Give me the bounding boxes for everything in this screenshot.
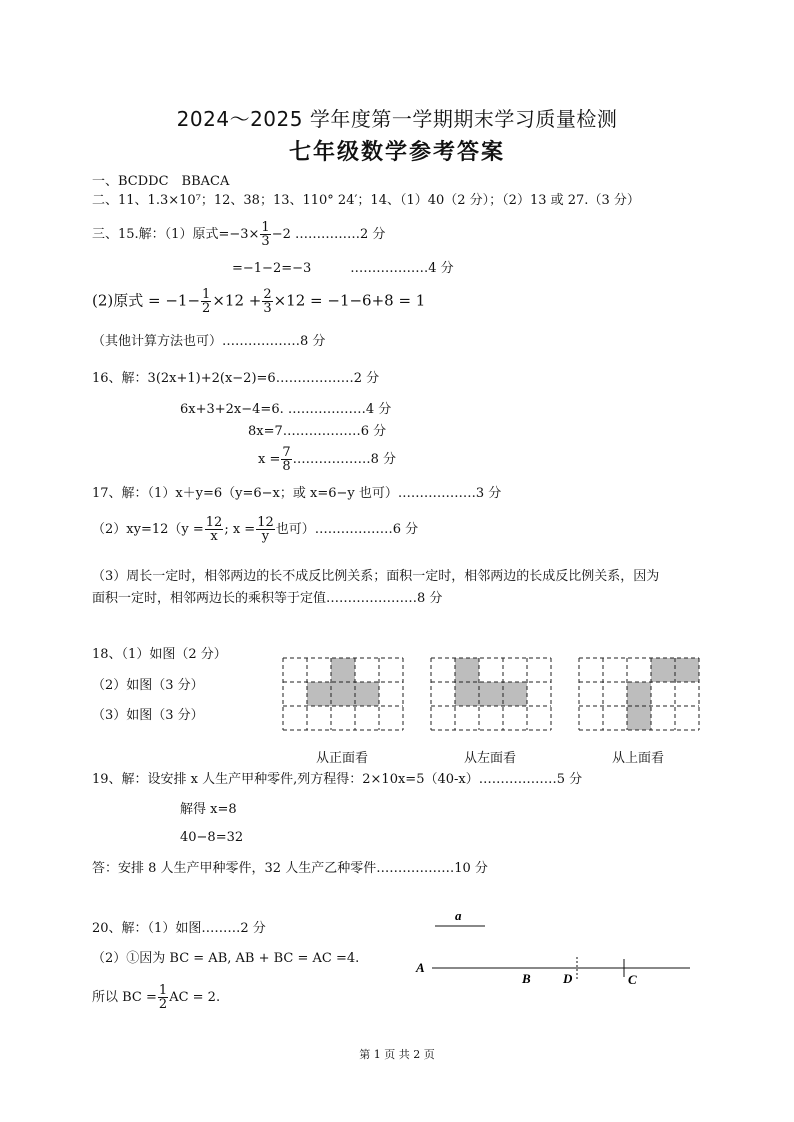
numerator: 12 xyxy=(257,515,274,530)
numerator: 1 xyxy=(158,983,168,998)
q17-l2c: ; x = xyxy=(224,522,256,537)
fraction xyxy=(205,516,224,543)
shaded-cell xyxy=(675,658,699,682)
q17-line2 xyxy=(92,516,418,543)
fraction xyxy=(281,446,291,473)
q18-line3: （3）如图（3 分） xyxy=(92,708,204,723)
numerator: 12 xyxy=(205,515,223,530)
top-view-label: 从上面看 xyxy=(611,751,664,766)
shaded-cell xyxy=(479,682,503,706)
label-D: D xyxy=(563,971,573,986)
q15-line1 xyxy=(92,221,385,248)
front-view-grid xyxy=(282,657,406,733)
q17-line3: （3）周长一定时，相邻两边的长不成反比例关系；面积一定时，相邻两边的长成反比例关系，因为 xyxy=(92,569,660,584)
q15-note: （其他计算方法也可）………………8 分 xyxy=(92,334,326,349)
page-footer: 第 1 页 共 2 页 xyxy=(359,1048,435,1061)
shaded-cell xyxy=(627,682,651,706)
numerator: 1 xyxy=(202,287,211,302)
denominator: 2 xyxy=(158,997,168,1012)
left-view-label: 从左面看 xyxy=(463,751,516,766)
label-B: B xyxy=(522,971,531,986)
shaded-cell xyxy=(307,682,331,706)
left-view-grid xyxy=(430,657,554,733)
q17-l2a: （2）xy=12（ xyxy=(92,522,182,537)
q15-head: 三、15.解：（1）原式=−3× xyxy=(92,227,260,242)
q20-l3a: 所以 BC = xyxy=(92,990,157,1005)
shaded-cell xyxy=(331,682,355,706)
page-title: 2024～2025 学年度第一学期期末学习质量检测 xyxy=(176,107,618,131)
q18-line2: （2）如图（3 分） xyxy=(92,678,204,693)
section-2: 二、11、1.3×10⁷；12、38；13、110° 24′；14、（1）40（2 分）；（2）13 或 27.（3 分） xyxy=(92,193,640,208)
q16-l4b: ………………8 分 xyxy=(292,452,397,467)
fraction xyxy=(158,984,168,1011)
q20-line2: （2）①因为 BC = AB, AB + BC = AC =4. xyxy=(92,951,360,966)
q19-answer: 答：安排 8 人生产甲种零件，32 人生产乙种零件………………10 分 xyxy=(92,861,488,876)
shaded-cell xyxy=(331,658,355,682)
label-A: A xyxy=(416,960,425,975)
shaded-cell xyxy=(355,682,379,706)
denominator: y xyxy=(261,529,270,544)
label-a: a xyxy=(455,908,462,923)
q15-tail: −2 ……………2 分 xyxy=(271,227,386,242)
shaded-cell xyxy=(503,682,527,706)
q15-p2a: (2)原式 = −1− xyxy=(92,291,201,310)
fraction xyxy=(256,516,275,543)
shaded-cell xyxy=(455,658,479,682)
q15-p2b: ×12 + xyxy=(212,291,262,310)
segment-figure xyxy=(410,905,700,995)
section-1: 一、BCDDC BBACA xyxy=(92,174,230,189)
numerator: 1 xyxy=(261,220,270,235)
shaded-cell xyxy=(455,682,479,706)
q20-line3 xyxy=(92,984,220,1011)
label-C: C xyxy=(628,972,637,987)
q17-line1: 17、解：（1）x＋y=6（y=6−x；或 x=6−y 也可）………………3 分 xyxy=(92,486,502,501)
q16-line2: 6x+3+2x−4=6. ………………4 分 xyxy=(180,402,392,417)
q19-line1: 19、解：设安排 x 人生产甲种零件,列方程得：2×10x=5（40-x）………………5 分 xyxy=(92,772,583,787)
q20-line1: 20、解：（1）如图………2 分 xyxy=(92,921,266,936)
q16-line4 xyxy=(258,446,396,473)
q17-line4: 面积一定时，相邻两边长的乘积等于定值…………………8 分 xyxy=(92,591,443,606)
shaded-cell xyxy=(627,706,651,730)
denominator: 3 xyxy=(263,301,272,316)
denominator: 2 xyxy=(202,301,211,316)
q16-line3: 8x=7………………6 分 xyxy=(248,424,387,439)
denominator: x xyxy=(210,529,218,544)
fraction xyxy=(201,288,211,315)
shaded-cell xyxy=(651,658,675,682)
q16-l4a: x = xyxy=(258,452,281,467)
q15-p2c: ×12 = −1−6+8 = 1 xyxy=(273,291,426,310)
numerator: 7 xyxy=(282,445,291,460)
q15-line2: =−1−2=−3 ………………4 分 xyxy=(232,261,454,276)
page-subtitle: 七年级数学参考答案 xyxy=(288,139,505,165)
q17-l2b: y = xyxy=(181,522,204,537)
q16-line1: 16、解：3(2x+1)+2(x−2)=6………………2 分 xyxy=(92,371,380,386)
q19-line2: 解得 x=8 xyxy=(180,802,237,817)
q17-l2d: 也可）………………6 分 xyxy=(275,522,419,537)
denominator: 8 xyxy=(282,459,291,474)
top-view-grid xyxy=(578,657,702,733)
fraction xyxy=(260,221,270,248)
q18-line1: 18、（1）如图（2 分） xyxy=(92,647,227,662)
denominator: 3 xyxy=(261,234,270,249)
numerator: 2 xyxy=(263,287,272,302)
q20-l3b: AC = 2. xyxy=(169,990,221,1005)
q15-part2 xyxy=(92,288,425,315)
q19-line3: 40−8=32 xyxy=(180,830,244,845)
front-view-label: 从正面看 xyxy=(315,751,368,766)
fraction xyxy=(262,288,272,315)
